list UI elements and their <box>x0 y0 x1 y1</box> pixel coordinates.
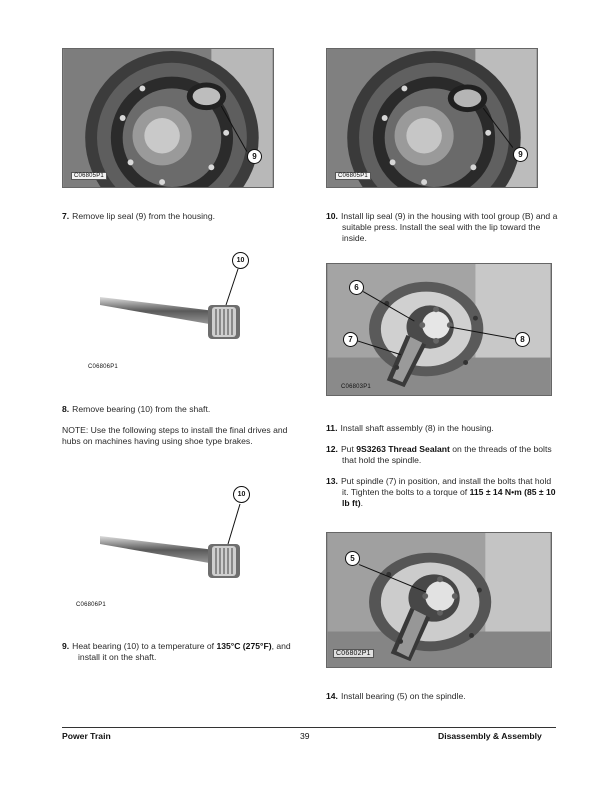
step-8 <box>62 404 292 415</box>
step-text: Heat bearing (10) to a temperature of <box>72 641 217 651</box>
step-number: 10. <box>326 211 338 221</box>
spindle-bearing-illustration <box>327 533 551 667</box>
photo-code: C06802P1 <box>333 649 374 658</box>
photo-spindle-assembly <box>326 263 552 396</box>
step-number: 13. <box>326 476 338 486</box>
step-11 <box>326 423 558 434</box>
step-text: Put <box>340 444 357 454</box>
step-text: , and install it on the shaft. <box>78 641 291 663</box>
step-value: 115 ± 14 N•m (85 ± 10 lb ft) <box>342 487 556 509</box>
step-number: 8. <box>62 404 70 414</box>
step-7 <box>62 211 292 222</box>
footer-divider <box>62 727 556 728</box>
callout-8: 8 <box>515 332 530 347</box>
footer-chapter-title: Disassembly & Assembly <box>438 731 542 741</box>
step-text: Put spindle (7) in position, and install the bolts that hold it. Tighten the bolts to a torque of <box>340 476 552 498</box>
step-text: . <box>360 498 364 509</box>
photo-spindle-bearing <box>326 532 552 668</box>
step-13 <box>326 476 558 510</box>
photo-code: C06806P1 <box>76 602 106 608</box>
step-text: Install shaft assembly (8) in the housing. <box>340 423 494 433</box>
step-number: 9. <box>62 641 70 651</box>
callout-10: 10 <box>232 252 249 269</box>
photo-code: C06805P1 <box>335 172 371 180</box>
photo-shaft-bearing-removal <box>90 245 270 345</box>
callout-5: 5 <box>345 551 360 566</box>
step-text: Install lip seal (9) in the housing with tool group (B) and a suitable press. Install the seal with the lip toward the inside. <box>340 211 558 244</box>
step-number: 12. <box>326 444 338 454</box>
step-12 <box>326 444 558 466</box>
step-number: 11. <box>326 423 338 433</box>
photo-housing-seal-install <box>326 48 538 188</box>
step-part-name: 9S3263 Thread Sealant <box>356 444 450 454</box>
photo-code: C06805P1 <box>71 172 107 180</box>
step-10 <box>326 211 558 245</box>
step-14 <box>326 691 558 702</box>
callout-9: 9 <box>513 147 528 162</box>
step-text: Install bearing (5) on the spindle. <box>340 691 466 701</box>
housing-seal-illustration <box>63 49 273 187</box>
photo-code: C06806P1 <box>88 364 118 370</box>
step-text: on the threads of the bolts that hold the spindle. <box>342 444 552 466</box>
callout-9: 9 <box>247 149 262 164</box>
callout-10: 10 <box>233 486 250 503</box>
page-number: 39 <box>300 731 310 741</box>
photo-housing-seal-removal <box>62 48 274 188</box>
step-value: 135°C (275°F) <box>216 641 272 651</box>
photo-code: C06803P1 <box>341 384 371 390</box>
step-number: 7. <box>62 211 70 221</box>
note-text: NOTE: Use the following steps to install the final drives and hubs on machines having using shoe type brakes. <box>62 425 288 447</box>
callout-7: 7 <box>343 332 358 347</box>
footer-section-title: Power Train <box>62 731 111 741</box>
step-9 <box>62 641 292 663</box>
photo-shaft-bearing-install <box>90 482 270 582</box>
step-number: 14. <box>326 691 338 701</box>
housing-seal-install-illustration <box>327 49 537 187</box>
callout-6: 6 <box>349 280 364 295</box>
step-text: Remove bearing (10) from the shaft. <box>72 404 211 414</box>
step-text: Remove lip seal (9) from the housing. <box>72 211 215 221</box>
